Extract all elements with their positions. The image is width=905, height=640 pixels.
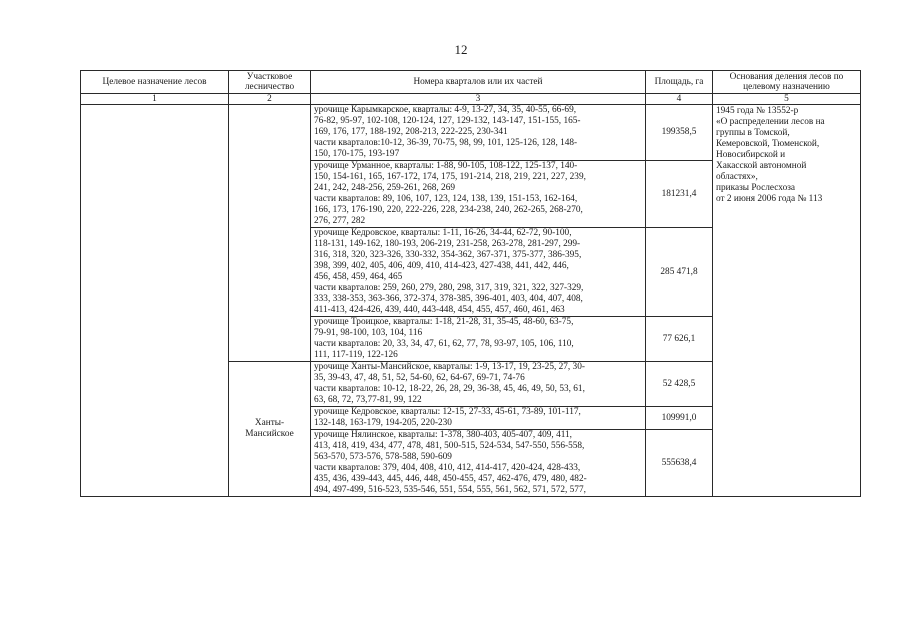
- column-number: 2: [229, 94, 311, 105]
- header-forestry: Участковое лесничество: [229, 71, 311, 94]
- basis-cell: 1945 года № 13552-р «О распределении лесов на группы в Томской, Кемеровской, Тюменской, Новосибирской и Хакасской автономной областях», приказы Рослесхоза от 2 июня 2006 года № 113: [713, 105, 861, 497]
- header-purpose: Целевое назначение лесов: [81, 71, 229, 94]
- forestry-cell-empty: [229, 105, 311, 362]
- quarters-cell: урочище Ханты-Мансийское, кварталы: 1-9, 13-17, 19, 23-25, 27, 30- 35, 39-43, 47, 48, 51, 52, 54-60, 62, 64-67, 69-71, 74-76 части кварталов: 10-12, 18-22, 26, 28, 29, 36-38, 45, 46, 49, 50, 53, 61, 63, 68, 72, 73,77-81, 99, 122: [311, 362, 646, 407]
- column-number-row: [81, 94, 861, 105]
- quarters-cell: урочище Карымкарское, кварталы: 4-9, 13-27, 34, 35, 40-55, 66-69, 76-82, 95-97, 102-108, 120-124, 127, 129-132, 143-147, 151-155, 165- 169, 176, 177, 188-192, 208-213, 222-225, 230-341 части кварталов:10-12, 36-39, 70-75, 98, 99, 101, 125-126, 128, 148- 150, 170-175, 193-197: [311, 105, 646, 161]
- header-quarters: Номера кварталов или их частей: [311, 71, 646, 94]
- column-number: 1: [81, 94, 229, 105]
- quarters-cell: урочище Троицкое, кварталы: 1-18, 21-28, 31, 35-45, 48-60, 63-75, 79-91, 98-100, 103, 104, 116 части кварталов: 20, 33, 34, 47, 61, 62, 77, 78, 93-97, 105, 106, 110, 111, 117-119, 122-126: [311, 317, 646, 362]
- column-number: 4: [646, 94, 713, 105]
- area-cell: 109991,0: [646, 407, 713, 430]
- forestry-name-cell: Ханты-Мансийское: [229, 362, 311, 497]
- area-cell: 285 471,8: [646, 228, 713, 317]
- purpose-cell: [81, 105, 229, 497]
- column-number: 5: [713, 94, 861, 105]
- area-cell: 77 626,1: [646, 317, 713, 362]
- quarters-cell: урочище Урманное, кварталы: 1-88, 90-105, 108-122, 125-137, 140- 150, 154-161, 165, 167-172, 174, 175, 191-214, 218, 219, 221, 227, 239, 241, 242, 248-256, 259-261, 268, 269 части кварталов: 89, 106, 107, 123, 124, 138, 139, 151-153, 162-164, 166, 173, 176-190, 220, 222-226, 228, 234-238, 240, 262-265, 268-270, 276, 277, 282: [311, 161, 646, 228]
- area-cell: 181231,4: [646, 161, 713, 228]
- page-number: 12: [454, 42, 468, 57]
- area-cell: 52 428,5: [646, 362, 713, 407]
- header-area: Площадь, га: [646, 71, 713, 94]
- header-row: [81, 71, 861, 94]
- area-cell: 199358,5: [646, 105, 713, 161]
- area-cell: 555638,4: [646, 430, 713, 497]
- table-row: [81, 105, 861, 161]
- header-basis: Основания деления лесов по целевому назначению: [713, 71, 861, 94]
- quarters-cell: урочище Кедровское, кварталы: 1-11, 16-26, 34-44, 62-72, 90-100, 118-131, 149-162, 180-193, 206-219, 231-258, 263-278, 281-297, 299- 316, 318, 320, 323-326, 330-332, 354-362, 367-371, 375-377, 386-395, 398, 399, 402, 405, 406, 409, 410, 414-423, 427-438, 441, 442, 446, 456, 458, 459, 464, 465 части кварталов: 259, 260, 279, 280, 298, 317, 319, 321, 322, 327-329, 333, 338-353, 363-366, 372-374, 378-385, 396-401, 403, 404, 407, 408, 411-413, 424-426, 439, 440, 443-448, 454, 455, 457, 460, 461, 463: [311, 228, 646, 317]
- column-number: 3: [311, 94, 646, 105]
- forest-division-table: [80, 70, 861, 497]
- quarters-cell: урочище Кедровское, кварталы: 12-15, 27-33, 45-61, 73-89, 101-117, 132-148, 163-179, 194-205, 220-230: [311, 407, 646, 430]
- quarters-cell: урочище Нялинское, кварталы: 1-378, 380-403, 405-407, 409, 411, 413, 418, 419, 434, 477, 478, 481, 500-515, 524-534, 547-550, 556-558, 563-570, 573-576, 578-588, 590-609 части кварталов: 379, 404, 408, 410, 412, 414-417, 420-424, 428-433, 435, 436, 439-443, 445, 446, 448, 450-455, 457, 462-476, 479, 480, 482- 494, 497-499, 516-523, 535-546, 551, 554, 555, 561, 562, 571, 572, 577,: [311, 430, 646, 497]
